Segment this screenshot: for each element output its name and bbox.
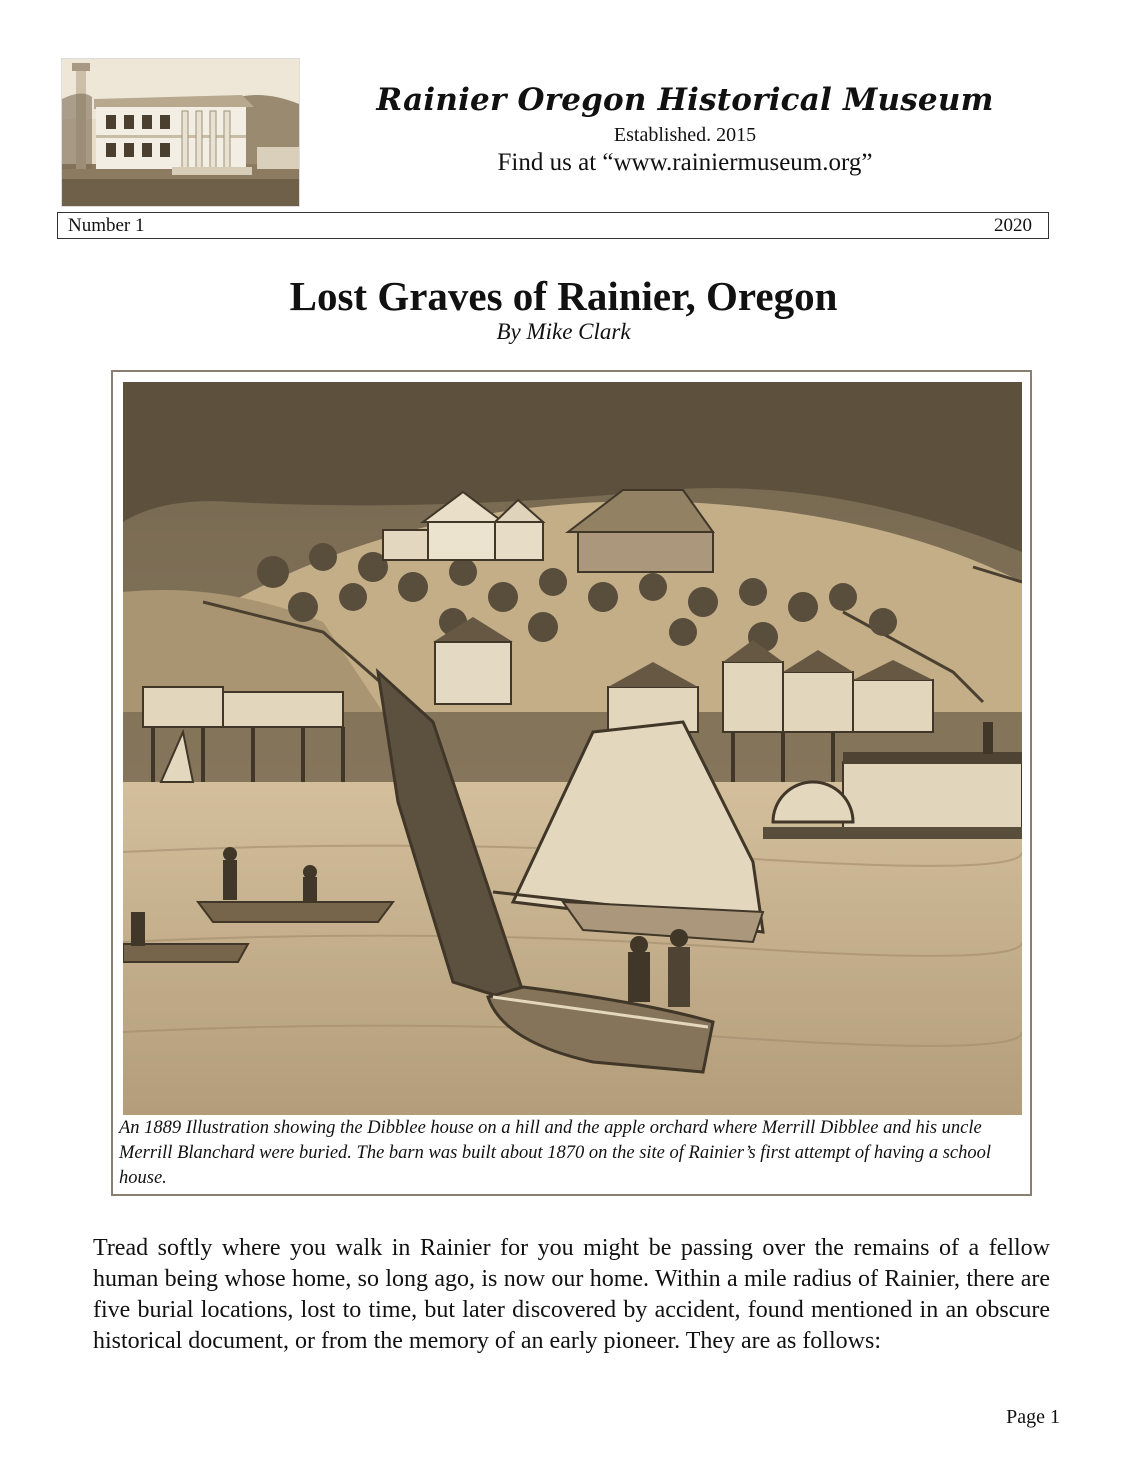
established-date: Established. 2015 <box>613 124 757 146</box>
museum-website: Find us at “www.rainiermuseum.org” <box>497 149 873 176</box>
museum-building-photo <box>61 58 300 207</box>
article-body: Tread softly where you walk in Rainier for you might be passing over the remains of a fellow human being whose home, so long ago, is now our home. Within a mile radius of Rainier, there are five burial locations, lost to time, but later discovered by accident, found mentioned in an obscure historical document, or from the memory of an early pioneer. They are as follows: <box>93 1235 1050 1354</box>
issue-year: 2020 <box>994 215 1032 236</box>
article-byline: By Mike Clark <box>496 319 631 344</box>
sepia-river-town-illustration-icon <box>123 382 1022 1115</box>
article-title: Lost Graves of Rainier, Oregon <box>289 273 838 319</box>
issue-bar <box>57 212 1049 239</box>
figure-caption: An 1889 Illustration showing the Dibblee house on a hill and the apple orchard where Merrill Dibblee and his uncle Merrill Blanchard were buried. The barn was built about 1870 on the site of Rainier’s first attempt of having a school house. <box>119 1118 992 1188</box>
page-number: Page 1 <box>1006 1406 1060 1428</box>
figure-frame <box>111 370 1032 1196</box>
issue-number: Number 1 <box>68 215 145 236</box>
museum-name: Rainier Oregon Historical Museum <box>376 82 994 118</box>
historic-building-photo-icon <box>62 59 299 206</box>
river-town-illustration <box>123 382 1022 1115</box>
